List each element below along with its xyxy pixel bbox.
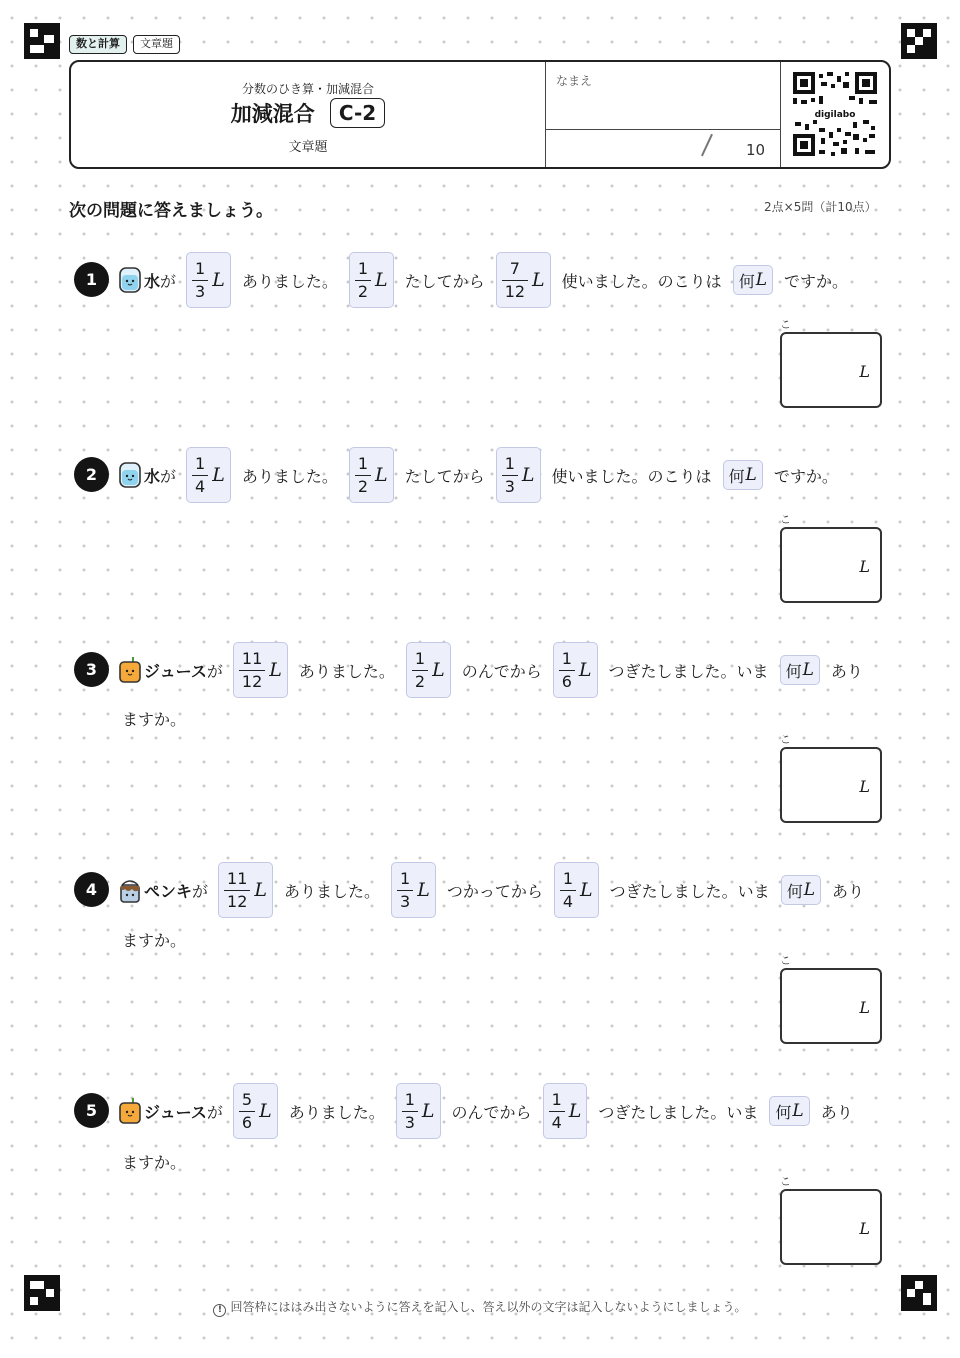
answer-box[interactable] — [780, 1189, 882, 1265]
unit-liter: L — [259, 1100, 272, 1122]
second-amount — [406, 642, 451, 698]
answer-unit: L — [859, 1219, 870, 1238]
question-text-part: ですか。 — [773, 466, 838, 486]
denominator: 2 — [355, 475, 371, 498]
initial-amount — [233, 1083, 278, 1139]
question-text-part: のんでから — [451, 1102, 532, 1122]
subcategory-tag: 文章題 — [133, 35, 180, 54]
category-tag: 数と計算 — [69, 35, 127, 54]
worksheet-subtitle: 分数のひき算・加減混合 — [241, 82, 374, 96]
denominator: 12 — [502, 280, 528, 303]
question-text-part: ありました。 — [298, 661, 395, 681]
denominator: 12 — [239, 670, 265, 693]
numerator: 1 — [561, 648, 572, 668]
numerator: 1 — [195, 258, 206, 278]
paint-can-icon — [118, 876, 142, 904]
unit-liter: L — [375, 269, 388, 291]
question-number: 3 — [74, 652, 109, 687]
particle-text: が — [206, 1102, 223, 1122]
answer-label: こ — [780, 1175, 791, 1188]
question-text — [118, 642, 872, 698]
question-number: 4 — [74, 872, 109, 907]
initial-amount — [186, 252, 231, 308]
ask-word: 何 — [785, 661, 802, 681]
denominator: 4 — [192, 475, 208, 498]
unit-liter: L — [432, 659, 445, 681]
footer-note — [0, 1298, 960, 1317]
question-text-part: ありました。 — [284, 881, 381, 901]
second-amount — [349, 252, 394, 308]
unit-liter: L — [375, 464, 388, 486]
ask-box — [769, 1096, 809, 1126]
corner-marker-top-right — [901, 23, 937, 59]
answer-label: こ — [780, 954, 791, 967]
question-text — [118, 252, 857, 308]
question-continuation: ますか。 — [122, 931, 187, 950]
question-text-part: あり — [830, 661, 863, 681]
worksheet-header — [69, 60, 891, 169]
unit-liter: L — [254, 879, 268, 901]
question-text-part: ですか。 — [784, 271, 849, 291]
name-score-panel — [546, 62, 781, 167]
denominator: 6 — [559, 670, 575, 693]
worksheet-type: 文章題 — [288, 140, 328, 155]
question-text-part: つぎたしました。いま — [608, 661, 769, 681]
particle-text: が — [206, 661, 223, 681]
answer-box[interactable] — [780, 968, 882, 1044]
question-text-part: ありました。 — [288, 1102, 385, 1122]
juice-box-icon — [118, 656, 142, 684]
ask-box — [781, 875, 821, 905]
answer-label: こ — [780, 733, 791, 746]
numerator: 1 — [357, 453, 369, 473]
numerator: 1 — [404, 1089, 415, 1109]
score-total: 10 — [746, 141, 766, 159]
particle-text: が — [160, 466, 177, 486]
question-text-part: 使いました。のこりは — [561, 271, 722, 291]
third-amount — [543, 1083, 588, 1139]
unit-liter: L — [755, 270, 767, 290]
question-text-part: ありました。 — [241, 466, 338, 486]
worksheet-code: C-2 — [330, 98, 385, 128]
numerator: 1 — [357, 258, 369, 278]
question-text-part: つかってから — [446, 881, 543, 901]
numerator: 11 — [241, 648, 263, 668]
numerator: 1 — [562, 868, 574, 888]
score-field — [546, 129, 780, 169]
name-label: なまえ — [556, 74, 593, 88]
answer-box[interactable] — [780, 332, 882, 408]
answer-unit: L — [859, 362, 870, 381]
water-glass-icon — [118, 266, 142, 294]
denominator: 3 — [402, 1111, 418, 1134]
water-glass-icon — [118, 461, 142, 489]
question-text-part: あり — [832, 881, 865, 901]
numerator: 1 — [195, 453, 206, 473]
question-number: 1 — [74, 262, 109, 297]
answer-label: こ — [780, 318, 791, 331]
question-text-part: あり — [820, 1102, 853, 1122]
instruction-text: 次の問題に答えましょう。 — [69, 201, 273, 221]
subject-word: 水 — [144, 271, 161, 291]
answer-unit: L — [859, 777, 870, 796]
unit-liter: L — [803, 880, 815, 900]
question-number: 2 — [74, 457, 109, 492]
third-amount — [496, 447, 541, 503]
ask-word: 何 — [728, 466, 745, 486]
question-text-part: たしてから — [404, 466, 485, 486]
denominator: 4 — [560, 890, 576, 913]
subject-word: ジュース — [144, 1102, 207, 1122]
svg-text:digilabo: digilabo — [814, 110, 856, 120]
particle-text: が — [192, 881, 209, 901]
subject-word: ジュース — [144, 661, 207, 681]
question-text — [118, 862, 873, 918]
answer-box[interactable] — [780, 527, 882, 603]
answer-box[interactable] — [780, 747, 882, 823]
unit-liter: L — [580, 879, 593, 901]
particle-text: が — [160, 271, 177, 291]
question-text — [118, 1083, 862, 1139]
question-continuation: ますか。 — [122, 710, 187, 729]
unit-liter: L — [417, 879, 430, 901]
unit-liter: L — [212, 464, 225, 486]
footer-text: 回答枠にははみ出さないように答えを記入し、答え以外の文字は記入しないようにしましょう。 — [230, 1300, 747, 1314]
numerator: 1 — [414, 648, 426, 668]
question-text-part: のんでから — [461, 661, 542, 681]
third-amount — [553, 642, 598, 698]
subject-word: 水 — [144, 466, 161, 486]
points-info: 2点×5問（計10点） — [764, 200, 877, 214]
ask-box — [723, 460, 763, 490]
question-text-part: 使いました。のこりは — [551, 466, 712, 486]
numerator: 11 — [227, 868, 248, 888]
numerator: 1 — [400, 868, 411, 888]
ask-word: 何 — [775, 1102, 792, 1122]
numerator: 1 — [504, 453, 515, 473]
initial-amount — [186, 447, 231, 503]
question-continuation: ますか。 — [122, 1153, 187, 1172]
question-number: 5 — [74, 1093, 109, 1128]
initial-amount — [233, 642, 288, 698]
score-slash — [701, 134, 713, 156]
answer-label: こ — [780, 513, 791, 526]
ask-box — [780, 655, 820, 685]
unit-liter: L — [521, 464, 535, 486]
corner-marker-top-left — [24, 23, 60, 59]
unit-liter: L — [578, 659, 592, 681]
second-amount — [349, 447, 394, 503]
numerator: 1 — [551, 1089, 562, 1109]
unit-liter: L — [532, 269, 545, 291]
ask-word: 何 — [786, 881, 803, 901]
unit-liter: L — [269, 659, 282, 681]
subject-word: ペンキ — [144, 881, 193, 901]
third-amount — [496, 252, 551, 308]
question-text-part: つぎたしました。いま — [598, 1102, 759, 1122]
numerator: 5 — [241, 1089, 253, 1109]
initial-amount — [218, 862, 273, 918]
denominator: 3 — [502, 475, 518, 498]
ask-box — [733, 265, 773, 295]
info-icon: ! — [213, 1304, 226, 1317]
denominator: 3 — [397, 890, 413, 913]
unit-liter: L — [792, 1101, 804, 1121]
title-panel — [71, 62, 546, 167]
unit-liter: L — [212, 269, 225, 291]
numerator: 7 — [509, 258, 520, 278]
question-text-part: つぎたしました。いま — [609, 881, 770, 901]
second-amount — [391, 862, 436, 918]
unit-liter: L — [802, 660, 814, 680]
denominator: 2 — [355, 280, 371, 303]
answer-unit: L — [859, 557, 870, 576]
answer-unit: L — [859, 998, 870, 1017]
question-text-part: たしてから — [404, 271, 485, 291]
question-text — [118, 447, 847, 503]
qr-code-icon — [793, 72, 877, 156]
denominator: 12 — [224, 890, 250, 913]
juice-box-icon — [118, 1097, 142, 1125]
question-text-part: ありました。 — [241, 271, 338, 291]
unit-liter: L — [745, 465, 757, 485]
denominator: 3 — [192, 280, 208, 303]
worksheet-title: 加減混合 — [230, 102, 315, 126]
ask-word: 何 — [738, 271, 755, 291]
unit-liter: L — [421, 1100, 435, 1122]
denominator: 4 — [549, 1111, 565, 1134]
second-amount — [396, 1083, 441, 1139]
unit-liter: L — [568, 1100, 582, 1122]
denominator: 6 — [239, 1111, 255, 1134]
denominator: 2 — [412, 670, 428, 693]
third-amount — [554, 862, 599, 918]
